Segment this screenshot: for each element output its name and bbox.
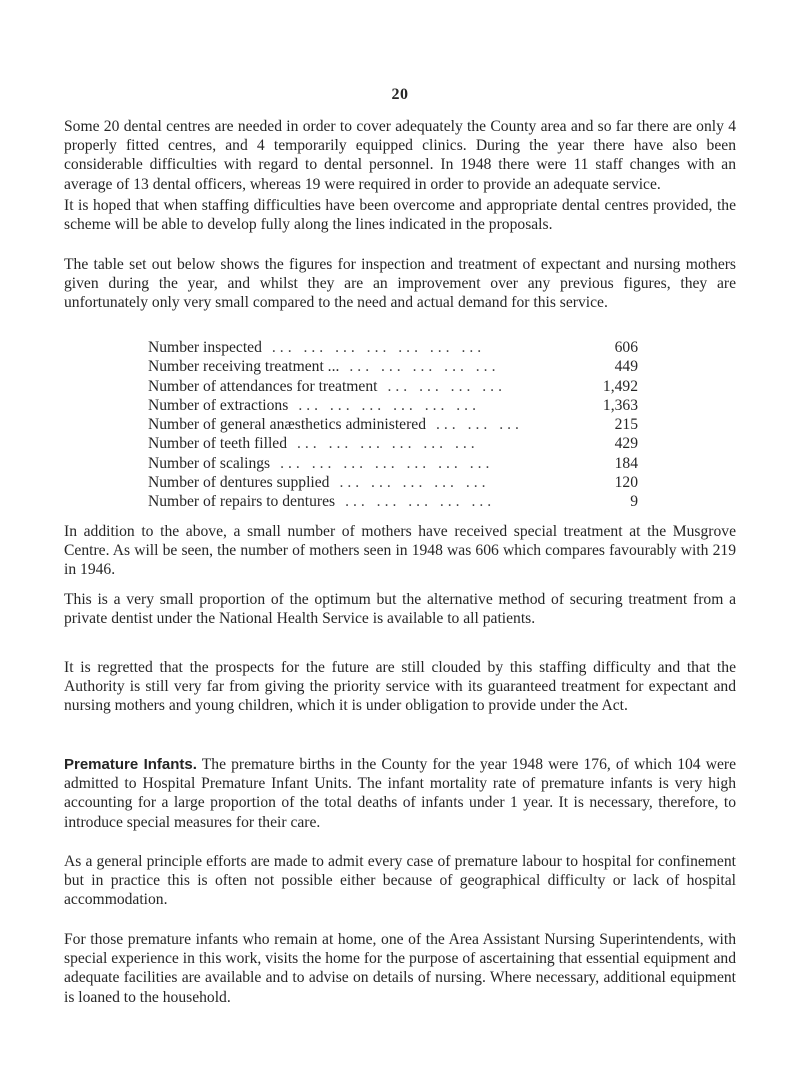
row-label: Number of dentures supplied (148, 474, 330, 492)
leader-dots: ... ... ... ... ... ... (298, 396, 480, 414)
leader-dots: ... ... ... ... ... ... ... (271, 339, 486, 356)
table-row (148, 493, 638, 512)
leader-dots: ... ... ... ... ... (349, 358, 500, 376)
table-row (148, 435, 638, 454)
row-label: Number of repairs to dentures (148, 493, 336, 511)
leader-dots: ... ... ... ... ... (339, 474, 490, 492)
paragraph-table-intro: The table set out below shows the figures for inspection and treatment of expectant and nursing mothers given during the year, and whilst they are an improvement over any previous figures, they are unfortunately only very small compared to the need and actual demand for this service. (64, 256, 736, 312)
row-label: Number inspected (148, 339, 262, 356)
dental-treatment-table (148, 339, 638, 513)
leader-dots: ... ... ... (436, 416, 523, 434)
paragraph-regret: It is regretted that the prospects for the future are still clouded by this staffing difficulty and that the Authority is still very far from giving the priority service with its guaranteed treatment for expectant and nursing mothers and young children, which it is under obligation to provide under the Act. (64, 659, 736, 715)
leader-dots: ... ... ... ... ... ... (297, 435, 479, 453)
row-value: 184 (614, 454, 638, 472)
row-label: Number of teeth filled (148, 435, 287, 453)
section-heading: Premature Infants. (64, 756, 197, 773)
row-value: 215 (614, 416, 638, 434)
paragraph-staffing-hope: It is hoped that when staffing difficulties have been overcome and appropriate dental centres provided, the scheme will be able to develop fully along the lines indicated in the proposals. (64, 197, 736, 234)
paragraph-premature-infants (64, 755, 736, 832)
paragraph-general-principle: As a general principle efforts are made to admit every case of premature labour to hospital for confinement but in practice this is often not possible either because of geographical difficulty or lack of hospital accommodation. (64, 853, 736, 909)
row-value: 120 (614, 474, 638, 492)
leader-dots: ... ... ... ... (387, 377, 506, 395)
table-row (148, 358, 638, 377)
table-row (148, 339, 638, 358)
row-value: 1,492 (602, 377, 638, 395)
row-label: Number of scalings (148, 454, 271, 472)
row-label: Number of attendances for treatment (148, 377, 378, 395)
row-label: Number receiving treatment ... (148, 358, 340, 376)
row-value: 429 (614, 435, 638, 453)
paragraph-proportion: This is a very small proportion of the optimum but the alternative method of securing treatment from a private dentist under the National Health Service is available to all patients. (64, 591, 736, 628)
row-value: 9 (630, 493, 638, 511)
table-row (148, 416, 638, 435)
table-row (148, 378, 638, 397)
paragraph-premature-text: The premature births in the County for the year 1948 were 176, of which 104 were admitted to Hospital Premature Infant Units. The infant mortality rate of premature infants is very high accounting for a large proportion of the total deaths of infants under 1 year. It is necessary, therefore, to introduce special measures for their care. (64, 756, 736, 831)
paragraph-musgrove: In addition to the above, a small number of mothers have received special treatment at the Musgrove Centre. As will be seen, the number of mothers seen in 1948 was 606 which compares favourably with 219 in 1946. (64, 523, 736, 579)
row-value: 1,363 (602, 396, 638, 414)
leader-dots: ... ... ... ... ... ... ... (280, 454, 494, 472)
row-label: Number of general anæsthetics administered (148, 416, 426, 434)
table-row (148, 474, 638, 493)
table-row (148, 455, 638, 474)
row-value: 606 (614, 339, 638, 356)
table-row (148, 397, 638, 416)
leader-dots: ... ... ... ... ... (345, 493, 496, 511)
row-label: Number of extractions (148, 396, 289, 414)
page-number: 20 (391, 86, 409, 103)
row-value: 449 (614, 358, 638, 376)
paragraph-dental-centres: Some 20 dental centres are needed in order to cover adequately the County area and so far there are only 4 properly fitted centres, and 4 temporarily equipped clinics. During the year there have also been considerable difficulties with regard to dental personnel. In 1948 there were 11 staff changes with an average of 13 dental officers, whereas 19 were required in order to provide an adequate service. (64, 118, 736, 193)
paragraph-home-nursing: For those premature infants who remain at home, one of the Area Assistant Nursing Superintendents, with special experience in this work, visits the home for the purpose of ascertaining that essential equipment and adequate facilities are available and to advise on details of nursing. Where necessary, additional equipment is loaned to the household. (64, 931, 736, 1006)
